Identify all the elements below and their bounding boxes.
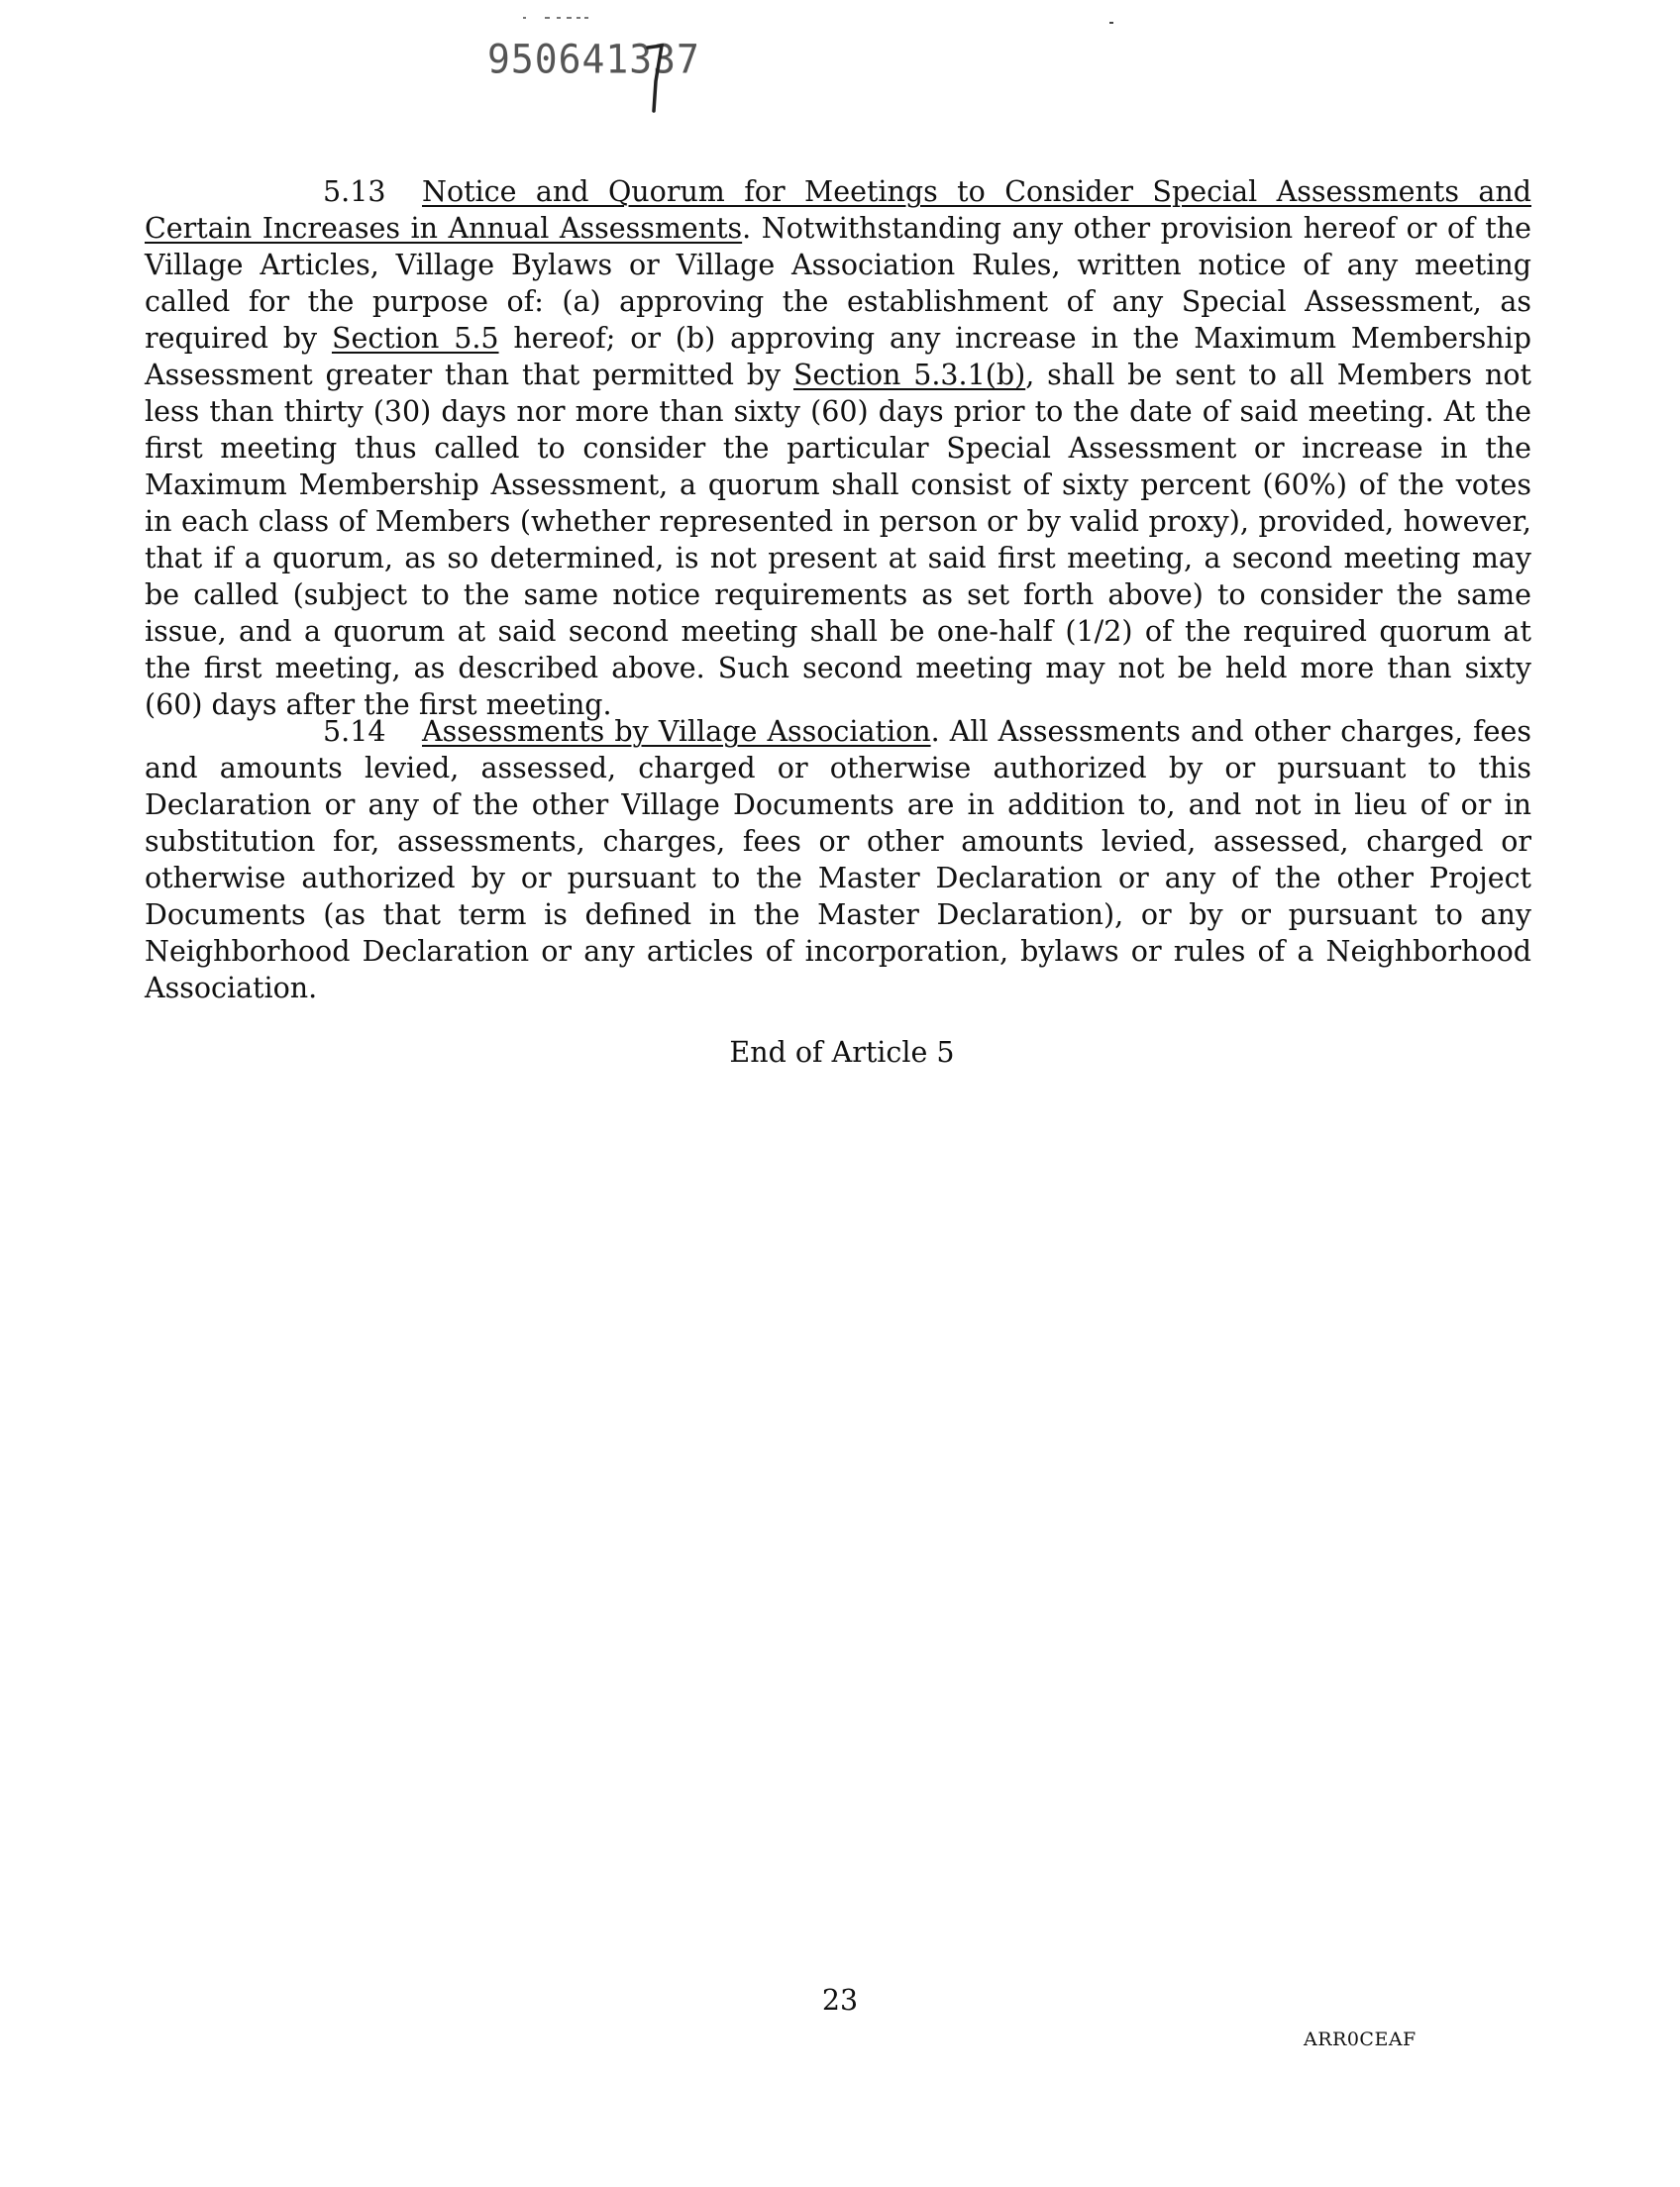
section-text: . All Assessments and other charges, fees and amounts levied, assessed, charged or otherwise authorized by or pursuant to this Declaration or any of the other Village Documents are in addition to, and not in lieu of or in substitution for, assessments, charges, fees or other amounts levied, assessed, charged or otherwise authorized by or pursuant to the Master Declaration or any of the other Project Documents (as that term is defined in the Master Declaration), or by or pursuant to any Neighborhood Declaration or any articles of incorporation, bylaws or rules of a Neighborhood Association. [145,715,1532,1004]
stamp-marks [523,14,592,22]
section-number: 5.13 [323,175,386,208]
handwritten-mark [646,42,664,113]
section-text: , shall be sent to all Members not less than thirty (30) days nor more than sixty (60) days prior to the date of said meeting. At the first meeting thus called to consider the particular Special Assessment or increase in the Maximum Membership Assessment, a quorum shall consist of sixty percent (60%) of the votes in each class of Members (whether represented in person or by valid proxy), provided, however, that if a quorum, as so determined, is not present at said first meeting, a second meeting may be called (subject to the same notice requirements as set forth above) to consider the same issue, and a quorum at said second meeting shall be one-half (1/2) of the required quorum at the first meeting, as described above. Such second meeting may not be held more than sixty (60) days after the first meeting. [145,359,1531,721]
end-of-article [0,1036,1680,1069]
stray-mark [1109,22,1113,24]
section-heading: Notice and Quorum for Meetings to Consider Special Assessments and Certain Increases in Annual Assessments [145,175,1531,245]
section-reference: Section 5.3.1(b) [792,359,1026,391]
footer-code: ARR0CEAF [1304,2029,1417,2050]
page-number-text: 23 [821,1984,859,2017]
section-text: hereof; or (b) approving any increase in the Maximum Membership Assessment greater than that permitted by [145,322,1532,391]
section-heading: Assessments by Village Association [422,715,931,748]
section-text: . Notwithstanding any other provision hereof or of the Village Articles, Village Bylaws or Village Association Rules, written notice of any meeting called for the purpose of: (a) approving the establishment of any Special Assessment, as required by [145,212,1531,355]
page-number [0,1984,1680,2017]
section-5-13 [145,173,1531,723]
end-of-article-text: End of Article 5 [729,1036,955,1069]
section-number: 5.14 [323,715,386,748]
section-5-14 [145,713,1531,1006]
document-number: 950641337 [487,36,700,83]
section-reference: Section 5.5 [331,322,499,355]
